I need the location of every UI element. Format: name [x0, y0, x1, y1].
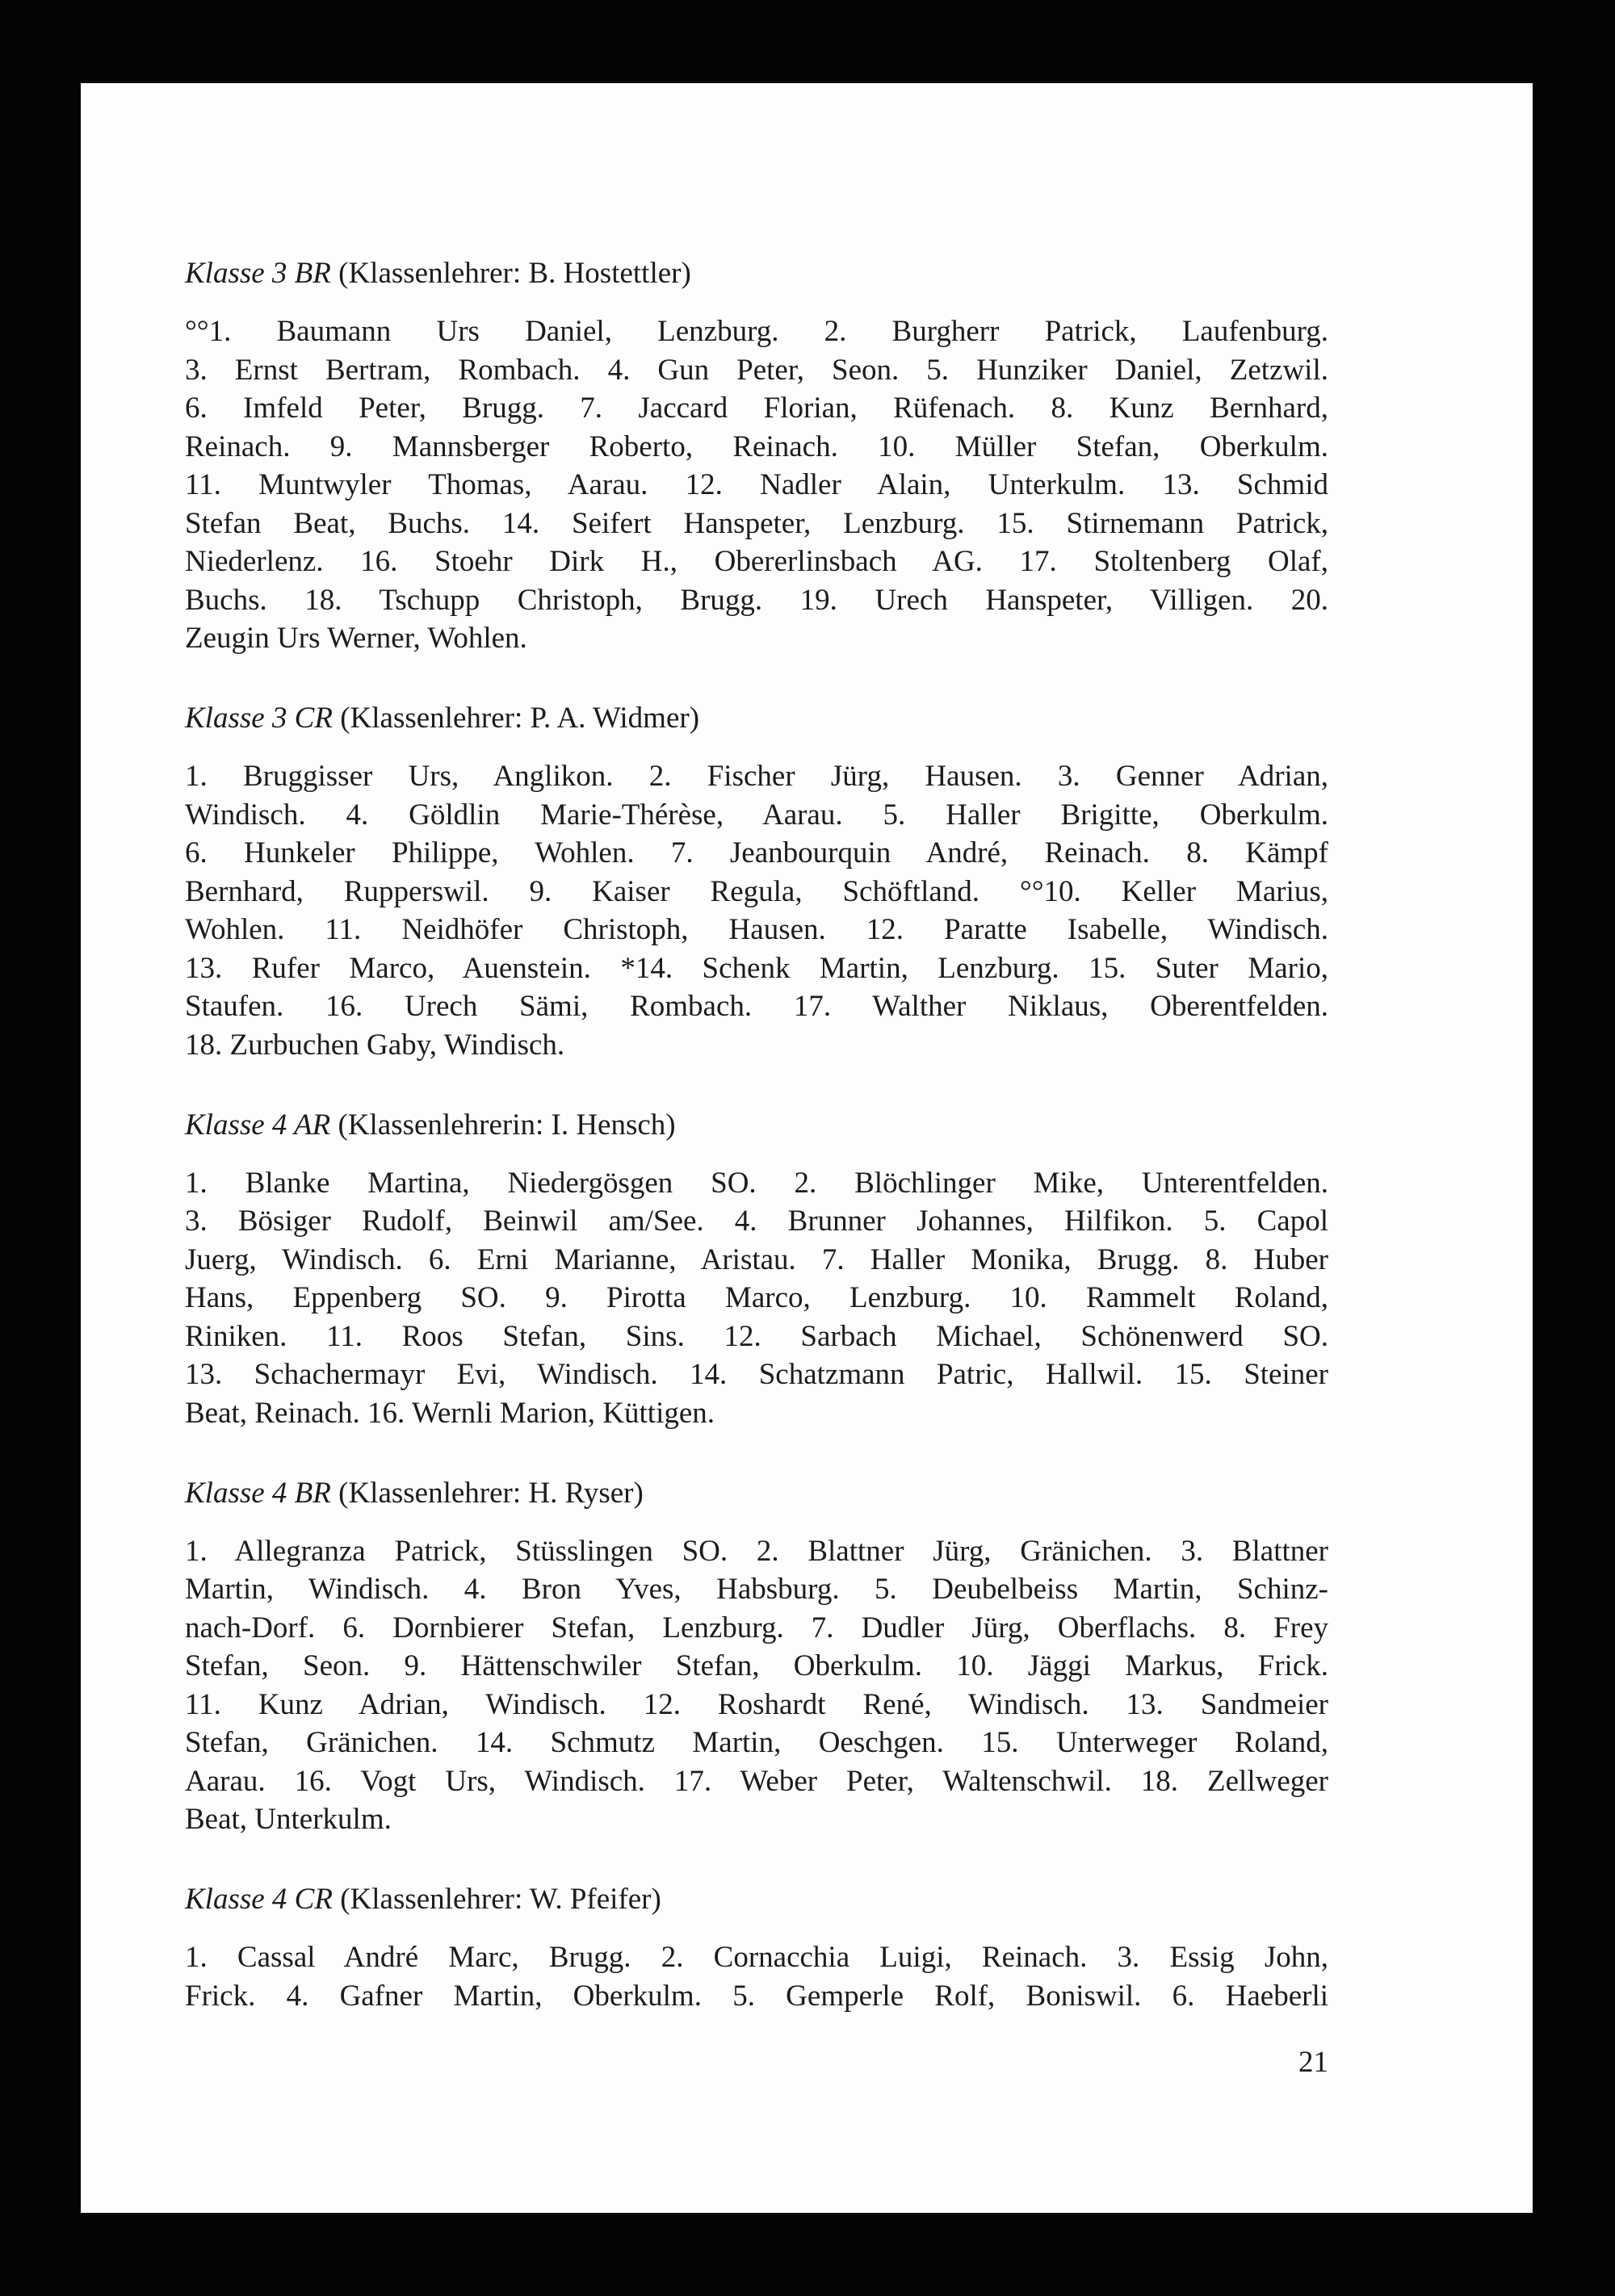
student-list — [185, 1164, 1328, 1433]
text-line: Windisch. 4. Göldlin Marie-Thérèse, Aarau. 5. Haller Brigitte, Oberkulm. — [185, 798, 1328, 832]
text-line: 11. Muntwyler Thomas, Aarau. 12. Nadler Alain, Unterkulm. 13. Schmid — [185, 468, 1328, 501]
text-line: Reinach. 9. Mannsberger Roberto, Reinach. 10. Müller Stefan, Oberkulm. — [185, 429, 1328, 463]
text-line: Hans, Eppenberg SO. 9. Pirotta Marco, Lenzburg. 10. Rammelt Roland, — [185, 1281, 1328, 1314]
class-name: Klasse 3 CR — [185, 702, 333, 735]
student-list — [185, 312, 1328, 658]
text-line: 1. Allegranza Patrick, Stüsslingen SO. 2. Blattner Jürg, Gränichen. 3. Blattner — [185, 1534, 1328, 1568]
text-line: nach-Dorf. 6. Dornbierer Stefan, Lenzburg. 7. Dudler Jürg, Oberflachs. 8. Frey — [185, 1611, 1328, 1644]
section-heading — [185, 1474, 1328, 1513]
class-name: Klasse 4 CR — [185, 1883, 333, 1916]
text-line: 1. Bruggisser Urs, Anglikon. 2. Fischer Jürg, Hausen. 3. Genner Adrian, — [185, 760, 1328, 793]
text-line: 3. Ernst Bertram, Rombach. 4. Gun Peter, Seon. 5. Hunziker Daniel, Zetzwil. — [185, 353, 1328, 387]
text-line: Buchs. 18. Tschupp Christoph, Brugg. 19. Urech Hanspeter, Villigen. 20. — [185, 583, 1328, 617]
text-line: Juerg, Windisch. 6. Erni Marianne, Aristau. 7. Haller Monika, Brugg. 8. Huber — [185, 1242, 1328, 1276]
page-number: 21 — [1298, 2046, 1328, 2079]
text-line: °°1. Baumann Urs Daniel, Lenzburg. 2. Burgherr Patrick, Laufenburg. — [185, 315, 1328, 348]
class-section — [185, 254, 1328, 658]
text-line: 1. Blanke Martina, Niedergösgen SO. 2. Blöchlinger Mike, Unterentfelden. — [185, 1166, 1328, 1200]
text-line: 13. Schachermayr Evi, Windisch. 14. Schatzmann Patric, Hallwil. 15. Steiner — [185, 1358, 1328, 1391]
student-list — [185, 757, 1328, 1064]
text-line: Stefan Beat, Buchs. 14. Seifert Hanspeter, Lenzburg. 15. Stirnemann Patrick, — [185, 506, 1328, 540]
text-line: Wohlen. 11. Neidhöfer Christoph, Hausen. 12. Paratte Isabelle, Windisch. — [185, 913, 1328, 946]
text-line: 1. Cassal André Marc, Brugg. 2. Cornacchia Luigi, Reinach. 3. Essig John, — [185, 1941, 1328, 1974]
text-line: 13. Rufer Marco, Auenstein. *14. Schenk Martin, Lenzburg. 15. Suter Mario, — [185, 951, 1328, 985]
class-teacher: (Klassenlehrerin: I. Hensch) — [338, 1108, 676, 1142]
class-section — [185, 1880, 1328, 2015]
text-line: 6. Hunkeler Philippe, Wohlen. 7. Jeanbourquin André, Reinach. 8. Kämpf — [185, 836, 1328, 869]
class-name: Klasse 4 AR — [185, 1108, 331, 1142]
document-page — [81, 83, 1533, 2213]
section-heading — [185, 699, 1328, 738]
text-line: 18. Zurbuchen Gaby, Windisch. — [185, 1028, 565, 1062]
section-heading — [185, 254, 1328, 293]
text-line: Riniken. 11. Roos Stefan, Sins. 12. Sarbach Michael, Schönenwerd SO. — [185, 1319, 1328, 1353]
text-line: 3. Bösiger Rudolf, Beinwil am/See. 4. Brunner Johannes, Hilfikon. 5. Capol — [185, 1205, 1328, 1238]
text-line: Niederlenz. 16. Stoehr Dirk H., Obererlinsbach AG. 17. Stoltenberg Olaf, — [185, 545, 1328, 578]
student-list — [185, 1532, 1328, 1839]
text-line: Frick. 4. Gafner Martin, Oberkulm. 5. Gemperle Rolf, Boniswil. 6. Haeberli — [185, 1979, 1328, 2013]
class-teacher: (Klassenlehrer: B. Hostettler) — [338, 257, 691, 290]
text-line: Martin, Windisch. 4. Bron Yves, Habsburg. 5. Deubelbeiss Martin, Schinz- — [185, 1573, 1328, 1606]
text-line: Beat, Reinach. 16. Wernli Marion, Küttigen. — [185, 1396, 715, 1430]
class-section — [185, 1474, 1328, 1839]
text-line: 11. Kunz Adrian, Windisch. 12. Roshardt René, Windisch. 13. Sandmeier — [185, 1687, 1328, 1721]
class-name: Klasse 3 BR — [185, 257, 331, 290]
text-line: 6. Imfeld Peter, Brugg. 7. Jaccard Florian, Rüfenach. 8. Kunz Bernhard, — [185, 392, 1328, 425]
section-heading — [185, 1106, 1328, 1145]
class-name: Klasse 4 BR — [185, 1476, 331, 1510]
text-line: Staufen. 16. Urech Sämi, Rombach. 17. Walther Niklaus, Oberentfelden. — [185, 990, 1328, 1023]
page-content — [185, 254, 1328, 2015]
text-line: Aarau. 16. Vogt Urs, Windisch. 17. Weber Peter, Waltenschwil. 18. Zellweger — [185, 1764, 1328, 1798]
class-section — [185, 1106, 1328, 1433]
class-teacher: (Klassenlehrer: W. Pfeifer) — [340, 1883, 661, 1916]
text-line: Beat, Unterkulm. — [185, 1803, 392, 1836]
student-list — [185, 1938, 1328, 2015]
class-teacher: (Klassenlehrer: P. A. Widmer) — [340, 702, 700, 735]
text-line: Stefan, Seon. 9. Hättenschwiler Stefan, Oberkulm. 10. Jäggi Markus, Frick. — [185, 1649, 1328, 1682]
text-line: Bernhard, Rupperswil. 9. Kaiser Regula, Schöftland. °°10. Keller Marius, — [185, 874, 1328, 908]
class-section — [185, 699, 1328, 1064]
class-teacher: (Klassenlehrer: H. Ryser) — [338, 1476, 644, 1510]
section-heading — [185, 1880, 1328, 1919]
text-line: Stefan, Gränichen. 14. Schmutz Martin, Oeschgen. 15. Unterweger Roland, — [185, 1726, 1328, 1759]
text-line: Zeugin Urs Werner, Wohlen. — [185, 622, 527, 655]
